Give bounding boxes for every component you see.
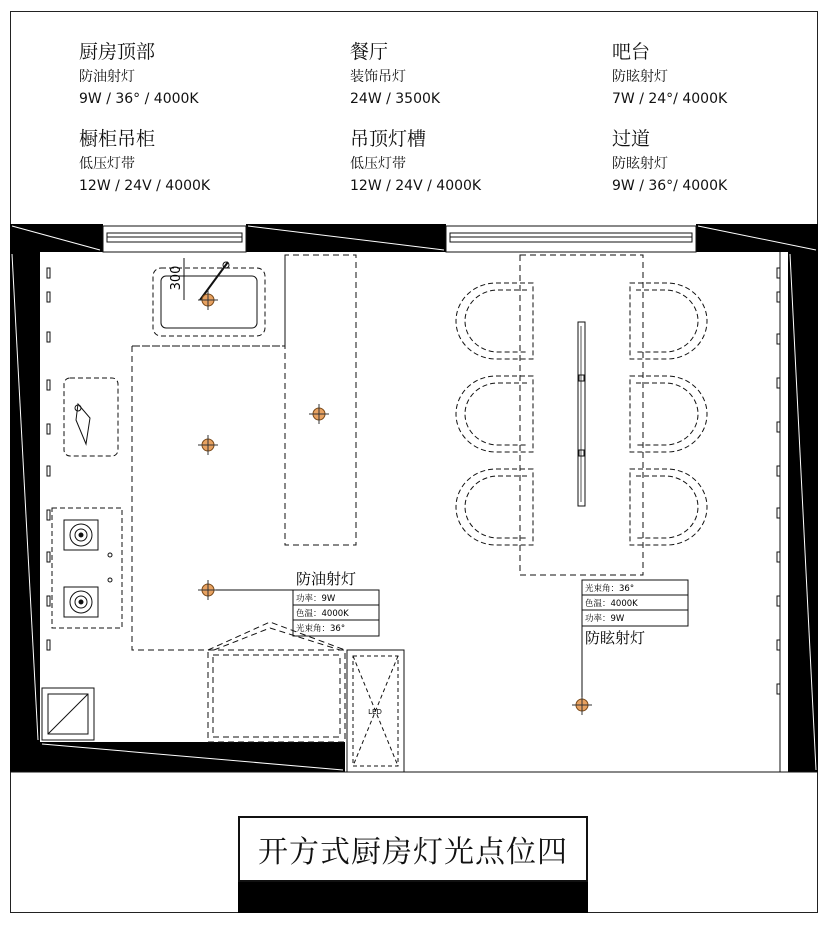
window-left bbox=[103, 226, 246, 252]
pendant-light bbox=[578, 322, 585, 506]
corridor-light bbox=[572, 695, 592, 715]
callout-right-row: 色温：4000K bbox=[585, 599, 638, 609]
callout-left-row: 光束角：36° bbox=[296, 624, 346, 634]
spec-kitchen-top: 厨房顶部 防油射灯 9W / 36° / 4000K bbox=[79, 41, 199, 107]
callout-right-row: 功率：9W bbox=[585, 614, 625, 624]
corner-cabinet bbox=[42, 688, 94, 740]
kitchen-light-3 bbox=[198, 435, 218, 455]
cutting-board bbox=[64, 378, 118, 456]
callout-right-title: 防眩射灯 bbox=[585, 629, 646, 647]
led-strip-left bbox=[47, 268, 50, 650]
kitchen-light-4 bbox=[198, 580, 218, 600]
led-label: LED bbox=[368, 708, 382, 716]
window-right bbox=[446, 226, 696, 252]
callout-left-title: 防油射灯 bbox=[296, 570, 357, 588]
stove bbox=[52, 508, 122, 628]
callout-left-row: 功率：9W bbox=[296, 594, 336, 604]
top-walls bbox=[10, 224, 818, 252]
callout-left-row: 色温：4000K bbox=[296, 609, 349, 619]
island-outline bbox=[132, 255, 356, 545]
callout-right-row: 光束角：36° bbox=[585, 584, 635, 594]
spec-dining: 餐厅 装饰吊灯 24W / 3500K bbox=[350, 41, 441, 107]
title-bar bbox=[238, 882, 588, 913]
kitchen-light-1 bbox=[198, 290, 218, 310]
spec-ceiling-slot: 吊顶灯槽 低压灯带 12W / 24V / 4000K bbox=[350, 128, 482, 194]
chairs-left bbox=[456, 283, 533, 545]
drawing-title: 开方式厨房灯光点位四 bbox=[238, 816, 588, 882]
dimension-label: 300 bbox=[169, 265, 184, 291]
chairs-right bbox=[630, 283, 707, 545]
spec-cabinet: 橱柜吊柜 低压灯带 12W / 24V / 4000K bbox=[79, 128, 211, 194]
spec-corridor: 过道 防眩射灯 9W / 36°/ 4000K bbox=[612, 128, 728, 194]
bottom-cabinet bbox=[208, 622, 345, 742]
kitchen-light-2 bbox=[309, 404, 329, 424]
spec-bar: 吧台 防眩射灯 7W / 24°/ 4000K bbox=[612, 41, 728, 107]
